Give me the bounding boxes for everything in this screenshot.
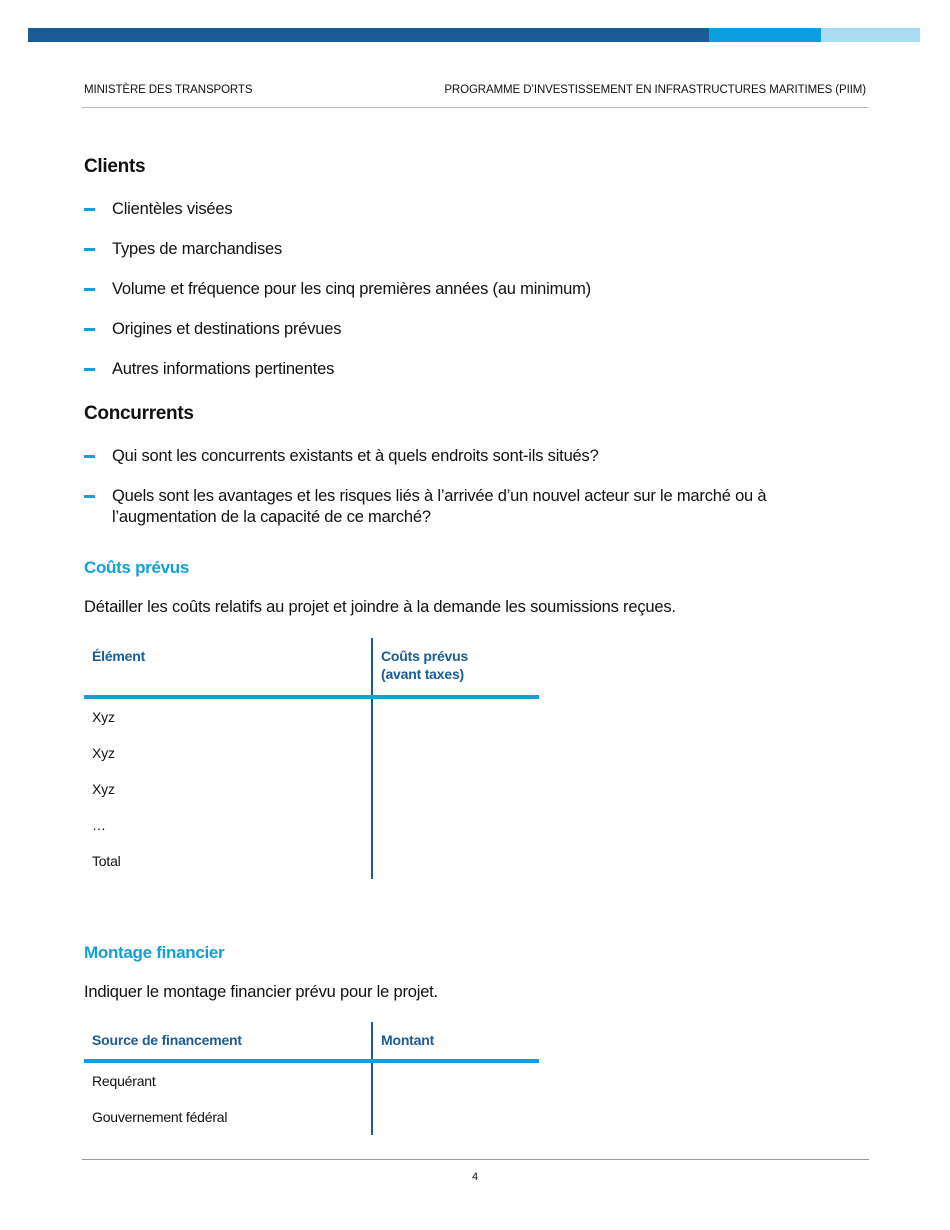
column-header-couts: Coûts prévus (avant taxes) — [372, 638, 539, 697]
clients-list — [84, 199, 874, 380]
table-row: … — [84, 807, 539, 843]
dash-bullet-icon — [84, 368, 95, 371]
dash-bullet-icon — [84, 495, 95, 498]
column-header-element: Élément — [84, 638, 372, 697]
concurrents-heading: Concurrents — [84, 403, 194, 424]
column-header-source: Source de financement — [84, 1022, 372, 1061]
list-item: Autres informations pertinentes — [84, 359, 874, 380]
table-row: Gouvernement fédéral — [84, 1099, 539, 1135]
list-item: Types de marchandises — [84, 239, 874, 260]
couts-table — [84, 638, 539, 879]
couts-description: Détailler les coûts relatifs au projet et joindre à la demande les soumissions reçues. — [84, 598, 676, 616]
list-item: Quels sont les avantages et les risques liés à l’arrivée d’un nouvel acteur sur le marché ou à l’augmentation de la capacité de ce marché? — [84, 486, 874, 528]
top-bar-dark-segment — [28, 28, 709, 42]
table-row: Xyz — [84, 735, 539, 771]
concurrents-list — [84, 446, 874, 528]
top-color-bar — [28, 28, 920, 42]
list-item: Origines et destinations prévues — [84, 319, 874, 340]
header-program: PROGRAMME D’INVESTISSEMENT EN INFRASTRUCTURES MARITIMES (PIIM) — [444, 84, 866, 96]
column-header-montant: Montant — [372, 1022, 539, 1061]
list-item: Qui sont les concurrents existants et à quels endroits sont-ils situés? — [84, 446, 874, 467]
footer-divider — [82, 1159, 869, 1160]
table-row: Total — [84, 843, 539, 879]
top-bar-light-segment — [821, 28, 920, 42]
dash-bullet-icon — [84, 248, 95, 251]
table-header-row — [84, 638, 539, 697]
list-item: Volume et fréquence pour les cinq premières années (au minimum) — [84, 279, 874, 300]
table-row: Xyz — [84, 771, 539, 807]
dash-bullet-icon — [84, 288, 95, 291]
header-divider — [82, 107, 869, 108]
dash-bullet-icon — [84, 328, 95, 331]
montage-heading: Montage financier — [84, 943, 225, 962]
dash-bullet-icon — [84, 208, 95, 211]
couts-heading: Coûts prévus — [84, 558, 190, 577]
top-bar-mid-segment — [709, 28, 821, 42]
table-row: Xyz — [84, 697, 539, 735]
clients-heading: Clients — [84, 156, 146, 177]
header-ministry: MINISTÈRE DES TRANSPORTS — [84, 84, 253, 96]
table-header-row — [84, 1022, 539, 1061]
montage-table — [84, 1022, 539, 1135]
page-number: 4 — [471, 1171, 479, 1183]
list-item: Clientèles visées — [84, 199, 874, 220]
montage-description: Indiquer le montage financier prévu pour le projet. — [84, 983, 438, 1001]
table-row: Requérant — [84, 1061, 539, 1099]
dash-bullet-icon — [84, 455, 95, 458]
